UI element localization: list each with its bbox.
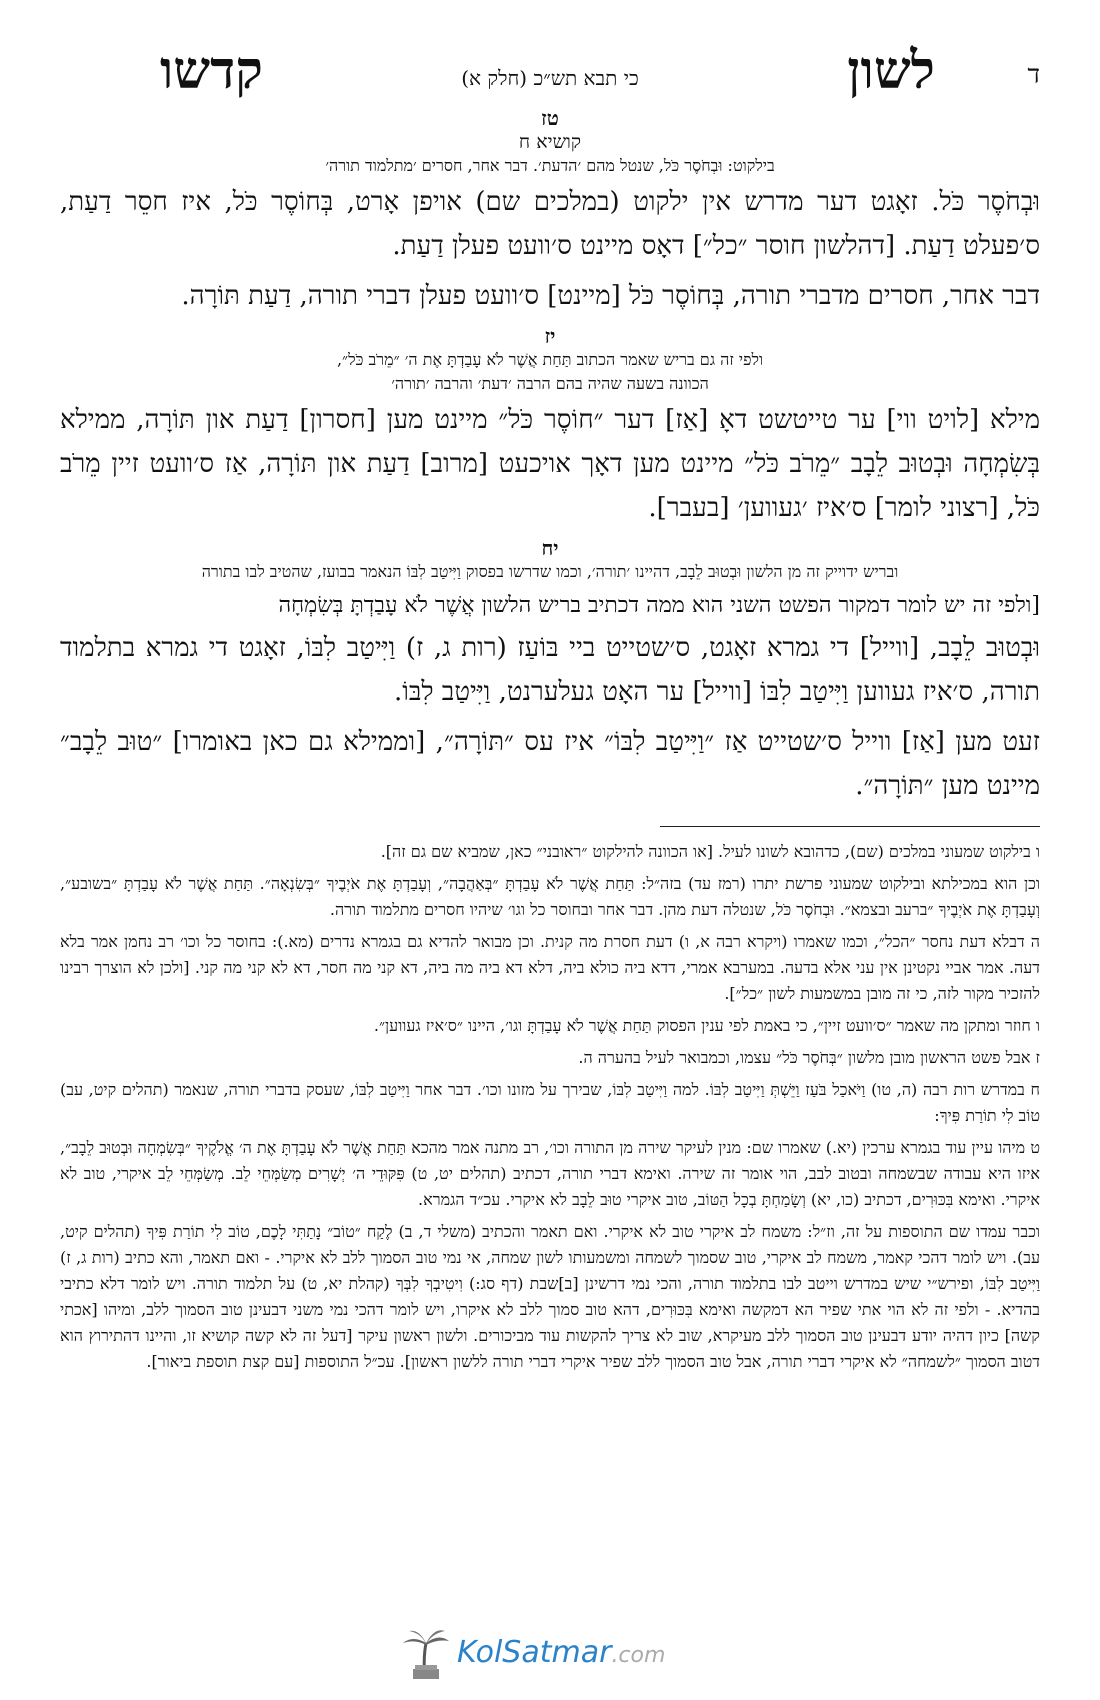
palm-tree-icon: [395, 1625, 455, 1685]
section-summary: ולפי זה גם בריש שאמר הכתוב תַּחַת אֲשֶׁר לֹא עָבַדְתָּ אֶת ה׳ ״מֵרֹב כֹּל״,: [336, 350, 764, 369]
header-title-kadsho: קדשו: [160, 40, 263, 101]
document-page: [60, 40, 1040, 1381]
section-summary: הכוונה בשעה שהיה בהם הרבה ׳דעת׳ והרבה ׳תורה׳: [391, 374, 709, 393]
footnote: ח במדרש רות רבה (ה, טו) וַיֹּאכַל בֹּעַז וַיֵּשְׁתְּ וַיִּיטַב לִבּוֹ. למה וַיִּיטַב לִבּוֹ, שבירך על מזונו וכו׳. דבר אחר וַיִּיטַב לִבּוֹ, שעסק בדברי תורה, שנאמר (תהלים קיט, עב) טוֹב לִי תוֹרַת פִּיךָ:: [60, 1080, 1040, 1125]
page-number: ד: [1027, 60, 1040, 90]
header-title-lashon: לשון: [847, 40, 935, 101]
body-paragraph: וּבְחֹסֶר כֹּל. זאָגט דער מדרש אין ילקוט (במלכים שם) אויפן אָרט, בְּחוֹסֶר כֹּל, איז חסֵר דַעַת, ס׳פעלט דַעַת. [דהלשון חוסר ״כל״] דאָס מיינט ס׳וועט פעלן דַעַת.: [60, 187, 1040, 261]
footnote: ו חוזר ומתקן מה שאמר ״ס׳וועט זיין״, כי באמת לפי ענין הפסוק תַּחַת אֲשֶׁר לֹא עָבַדְתָּ וגו׳, היינו ״ס׳איז געווען״.: [373, 1016, 1040, 1035]
body-paragraph: מילא [לויט ווי] ער טייטשט דאָ [אַז] דער ״חוֹסֶר כֹּל״ מיינט מען [חסרון] דַעַת און תּוֹרָה, ממילא בְּשִׂמְחָה וּבְטוּב לֵבָב ״מֵרֹב כֹּל״ מיינט מען דאָך אויכעט [מרוב] דַעַת און תּוֹרָה, אַז ס׳וועט זיין מֵרֹב כֹּל, [רצוני לומר] ס׳איז ׳געווען׳ [בעבר].: [60, 405, 1040, 523]
footnote: ו בילקוט שמעוני במלכים (שם), כדהובא לשונו לעיל. [או הכוונה להילקוט ״ראובני״ כאן, שמביא שם גם זה].: [380, 842, 1040, 861]
footnotes: [60, 839, 1040, 1375]
body-paragraph: דבר אחר, חסרים מדברי תורה, בְּחוֹסֶר כֹּל [מיינט] ס׳וועט פעלן דברי תורה, דַעַת תּוֹרָה.: [181, 281, 1040, 311]
footnote: ט מיהו עיין עוד בגמרא ערכין (יא.) שאמרו שם: מנין לעיקר שירה מן התורה וכו׳, רב מתנה אמר מהכא תַּחַת אֲשֶׁר לֹא עָבַדְתָּ אֶת ה׳ אֱלֹקֶיךָ ״בְּשִׂמְחָה וּבְטוּב לֵבָב״, איזו היא עבודה שבשמחה ובטוב לבב, הוי אומר זה שירה. ואימא דברי תורה, דכתיב (תהלים יט, ט) פִּקּוּדֵי ה׳ יְשָׁרִים מְשַׂמְּחֵי לֵב. מְשַׂמְּחֵי לֵב איקרי, טוב לא איקרי. ואימא בִּכּוּרִים, דכתיב (כו, יא) וְשָׂמַחְתָּ בְכָל הַטּוֹב, טוב איקרי טוּב לֵבָב לא איקרי. עכ״ד הגמרא.: [60, 1138, 1040, 1209]
footnote-divider: [660, 826, 1040, 827]
kolsatmar-logo: [395, 1625, 695, 1685]
section-summary: בילקוט: וּבְחֹסֶר כֹּל, שנטל מהם ׳הדעת׳. דבר אחר, חסרים ׳מתלמוד תורה׳: [325, 156, 775, 175]
section-number: יח: [541, 536, 559, 560]
section-subtitle: קושיא ח: [518, 131, 582, 153]
section-number: טז: [541, 106, 559, 130]
body-paragraph: זעט מען [אַז] ווייל ס׳שטייט אַז ״וַיִּיטַב לִבּוֹ״ איז עס ״תּוֹרָה״, [וממילא גם כאן באומרו] ״טוּב לֵבָב״ מיינט מען ״תּוֹרָה״.: [60, 727, 1040, 801]
section-summary: ובריש ידוייק זה מן הלשון וּבְטוּב לֵבָב, דהיינו ׳תורה׳, וכמו שדרשו בפסוק וַיִּיטַב לִבּוֹ הנאמר בבועז, שהטיב לבו בתורה: [201, 562, 899, 581]
header-parsha: כי תבא תש״כ (חלק א): [461, 66, 639, 90]
body-paragraph: וּבְטוּב לֵבָב, [ווייל] די גמרא זאָגט, ס׳שטייט ביי בּוֹעַז (רות ג, ז) וַיִּיטַב לִבּוֹ, זאָגט די גמרא בתלמוד תורה, ס׳איז געווען וַיִּיטַב לִבּוֹ [ווייל] ער האָט געלערנט, וַיִּיטַב לִבּוֹ.: [60, 633, 1040, 707]
footnote: ז אבל פשט הראשון מובן מלשון ״בְּחֹסֶר כֹּל״ עצמו, וכמבואר לעיל בהערה ה.: [578, 1048, 1040, 1067]
footnote: וכבר עמדו שם התוספות על זה, וז״ל: משמח לב איקרי טוב לא איקרי. ואם תאמר והכתיב (משלי ד, ב) לֶקַח ״טוֹב״ נָתַתִּי לָכֶם, טוֹב לִי תוֹרַת פִּיךָ (תהלים קיט, עב). ויש לומר דהכי קאמר, משמח לב איקרי, טוב שסמוך לשמחה ומשמעותו לשון שמחה, אי נמי טוב הסמוך ללב לא איקרי. - ואם תאמר, והא כתיב (רות ג, ז) וַיִּיטַב לִבּוֹ, ופירש״י שיש במדרש וייטב לבו בתלמוד תורה, והכי נמי דרשינן [ב]שבת (דף סג:) וִיטִיבְךָ לִבְּךָ (קהלת יא, ט) על תלמוד תורה. ויש לומר דלא כתיבי בהדיא. - ולפי זה לא הוי אתי שפיר הא דמקשה ואימא בִּכּוּרִים, דהא טוב סמוך ללב לא איקרו, ויש לומר דהכי נמי משני דבעינן טוב הסמוך ללב, ומיהו [אכתי קשה] כיון דהיה יודע דבעינן טוב הסמוך ללב מעיקרא, שוב לא צריך להקשות עוד מביכורים. ולשון ראשון עיקר [דעל זה לא קשה קושיא זו, והיינו דהתירוץ הוא דטוב הסמוך ״לשמחה״ לא איקרי דברי תורה, אבל טוב הסמוך ללב שפיר איקרי דברי תורה ללשון ראשון]. עכ״ל התוספות [עם קצת תוספת ביאור].: [60, 1222, 1040, 1371]
footnote: וכן הוא במכילתא ובילקוט שמעוני פרשת יתרו (רמז עד) בזה״ל: תַּחַת אֲשֶׁר לֹא עָבַדְתָּ ״בְּאַהֲבָה״, וְעָבַדְתָּ אֶת אֹיְבֶיךָ ״בְּשִׂנְאָה״. תַּחַת אֲשֶׁר לֹא עָבַדְתָּ ״בשובע״, וְעָבַדְתָּ אֶת אֹיְבֶיךָ ״ברעב ובצמא״. וּבְחֹסֶר כֹּל, שנטלה דעת מהן. דבר אחר ובחוסר כל וגו׳ שיהיו חסרים מתלמוד תורה.: [60, 874, 1040, 919]
footnote: ה דבלא דעת נחסר ״הכל״, וכמו שאמרו (ויקרא רבה א, ו) דעת חסרת מה קנית. וכן מבואר להדיא גם בגמרא נדרים (מא.): בחוסר כל וכו׳ רב נחמן אמר בלא דעה. אמר אביי נקטינן אין עני אלא בדעה. במערבא אמרי, דדא ביה כולא ביה, דלא דא ביה מה ביה, דא קני מה חסר, דא לא קני מה קני. [ולכן לא הוצרך רבינו להזכיר מקור לזה, כי זה מובן במשמעות לשון ״כל״].: [60, 932, 1041, 1003]
body-paragraph: [ולפי זה יש לומר דמקור הפשט השני הוא ממה דכתיב בריש הלשון אֲשֶׁר לֹא עָבַדְתָּ בְּשִׂמְחָה: [278, 593, 1040, 618]
logo-text: KolSatmar.com: [457, 1635, 666, 1670]
page-header: [60, 40, 1040, 100]
section-number: יז: [544, 324, 556, 348]
